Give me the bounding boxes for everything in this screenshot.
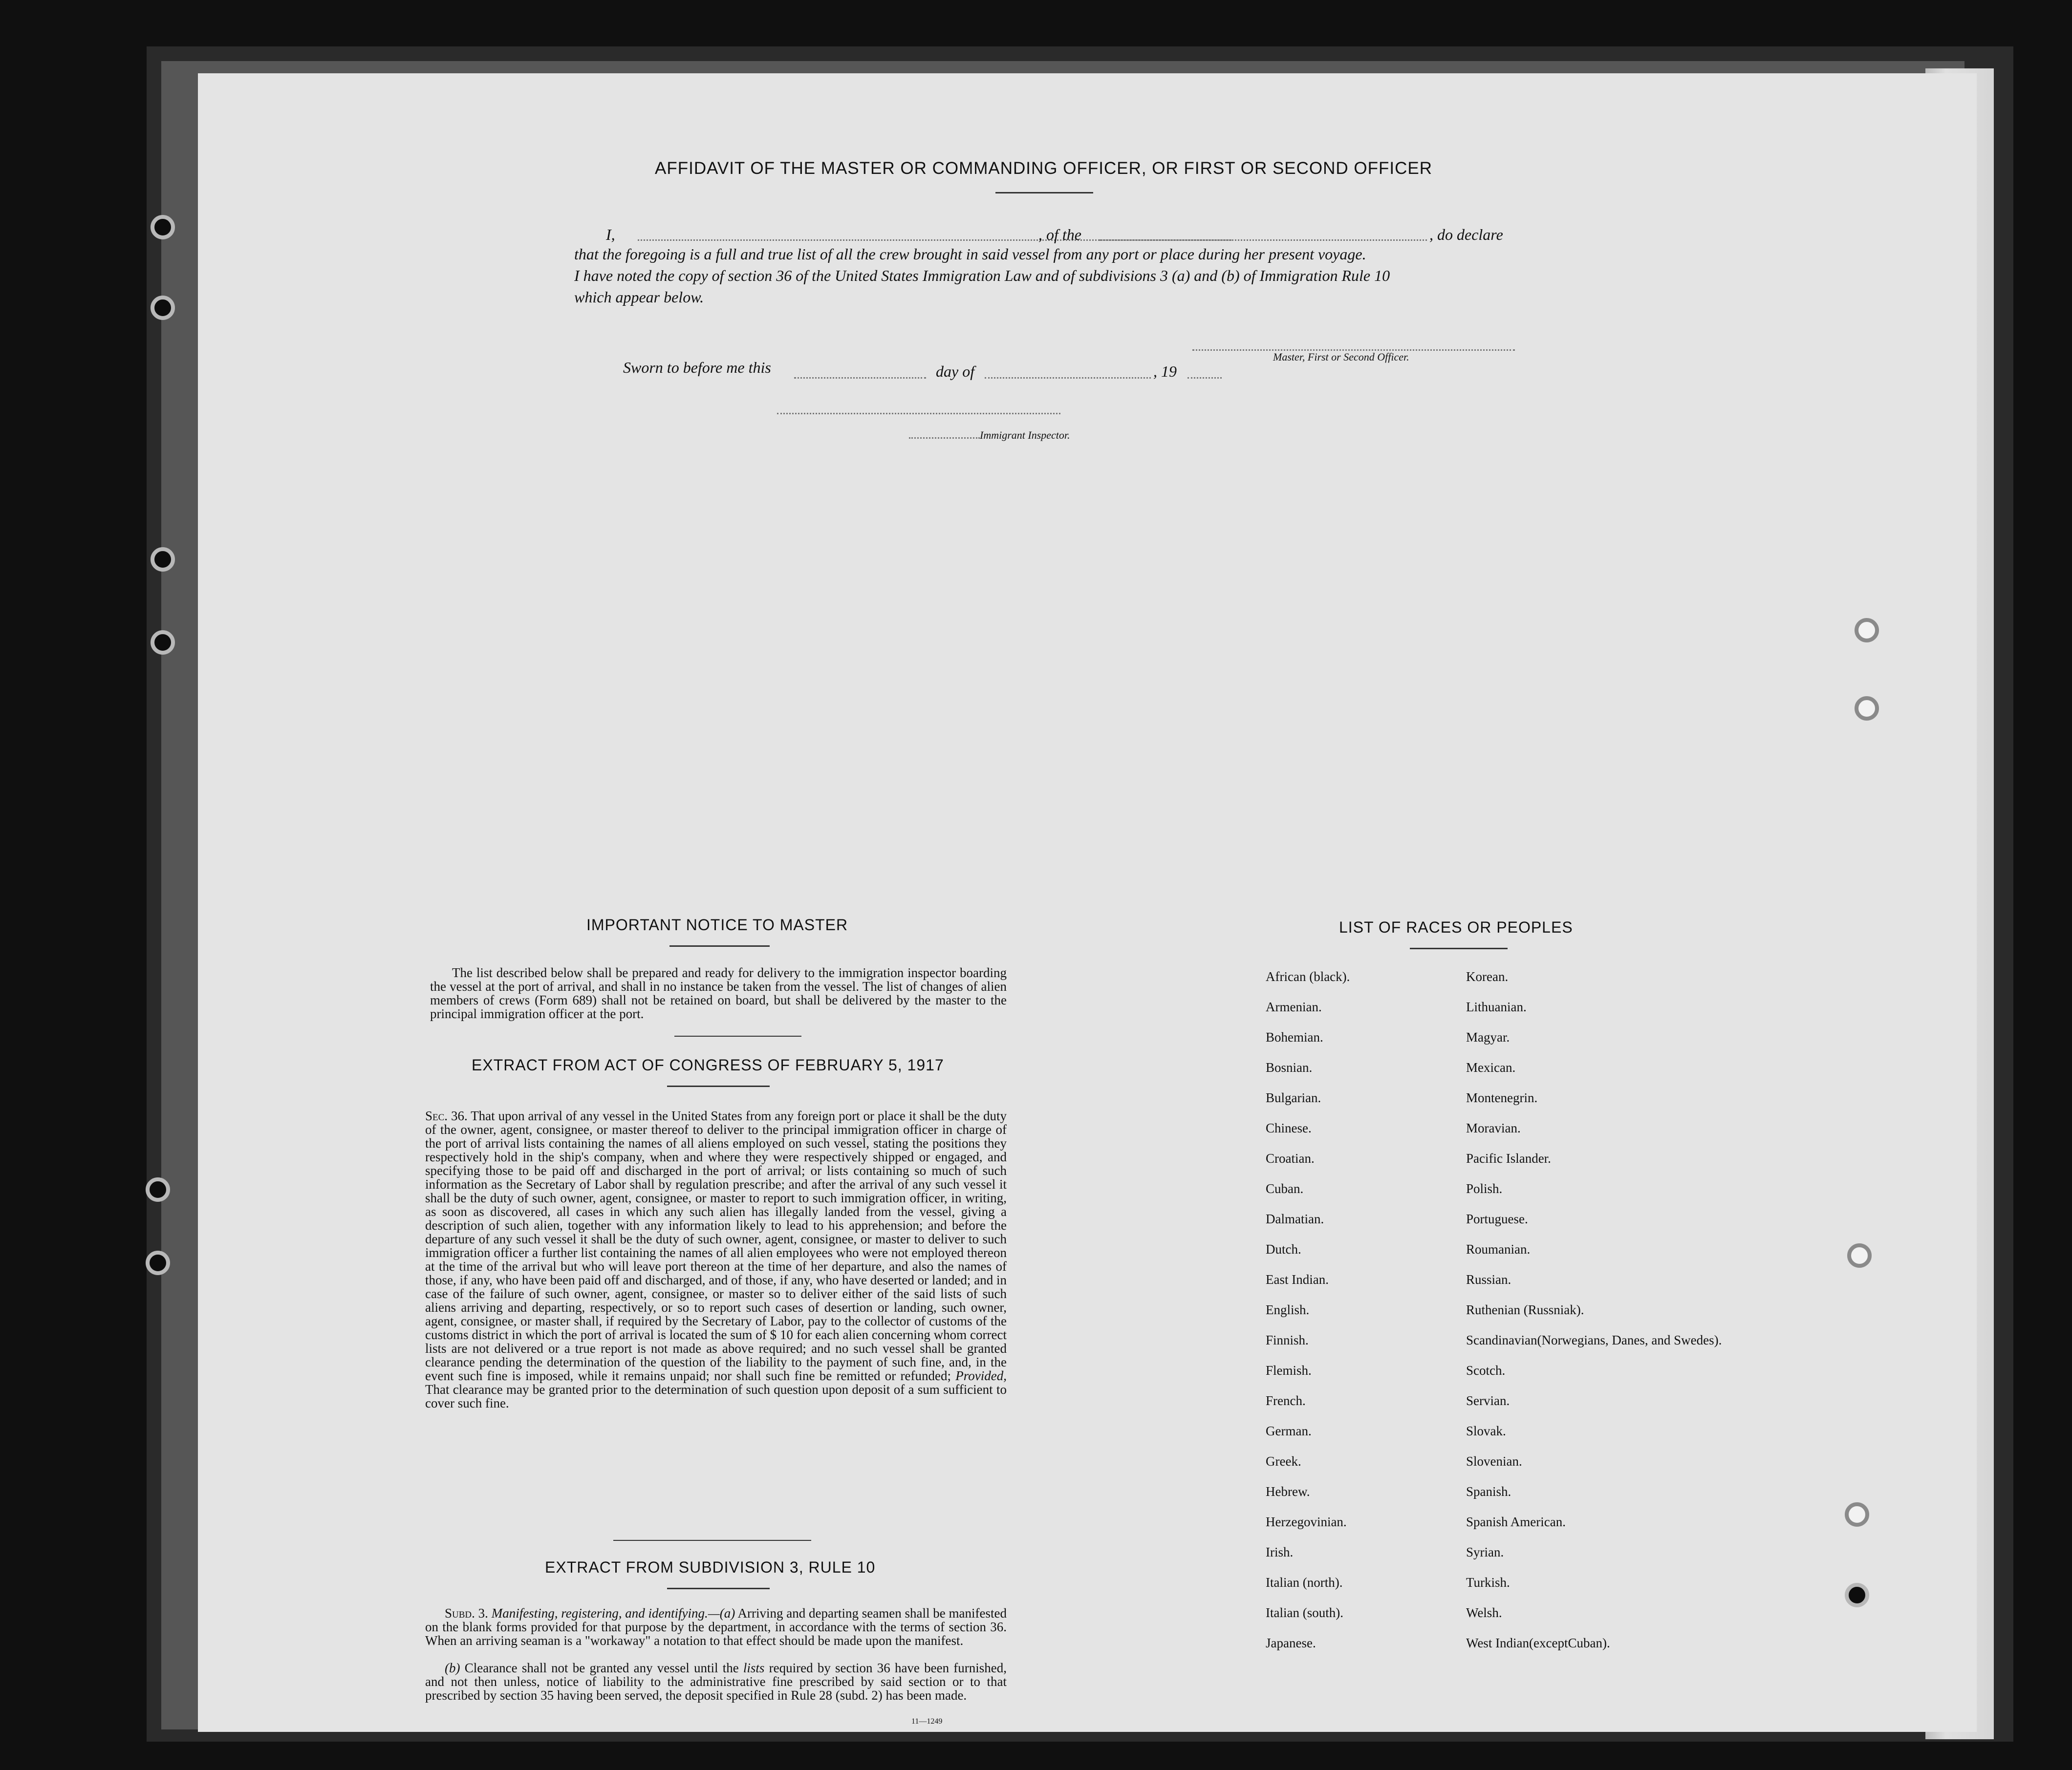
race-item: Moravian. <box>1466 1121 1521 1135</box>
race-item: Servian. <box>1466 1393 1510 1408</box>
race-item: Pacific Islander. <box>1466 1151 1551 1166</box>
affidavit-line3: I have noted the copy of section 36 of the United States Immigration Law and of subdivisions 3 (a) and (b) of Immigration Rule 10 <box>574 267 1390 284</box>
subdivision-title-underline <box>667 1588 770 1589</box>
race-item: Russian. <box>1466 1272 1511 1287</box>
race-item: Slovenian. <box>1466 1454 1522 1469</box>
race-item: French. <box>1266 1393 1306 1408</box>
affidavit-i: I, <box>606 226 615 243</box>
affidavit-line2: that the foregoing is a full and true list of all the crew brought in said vessel from any port or place during her present voyage. <box>574 245 1366 263</box>
race-item: English. <box>1266 1302 1310 1317</box>
act-text-part2: That clearance may be granted prior to the determination of such question upon deposit of a sum sufficient to cover such fine. <box>425 1382 1007 1410</box>
race-item: Bohemian. <box>1266 1030 1323 1045</box>
race-item: Magyar. <box>1466 1030 1510 1045</box>
binder-hole <box>151 296 175 320</box>
affidavit-of-the: , of the <box>1038 226 1081 243</box>
race-item: Italian (south). <box>1266 1605 1343 1620</box>
subdivision-lists: lists <box>743 1661 765 1675</box>
race-item: Welsh. <box>1466 1605 1502 1620</box>
race-item: Syrian. <box>1466 1545 1504 1559</box>
inspector-signature-blank[interactable] <box>777 413 1060 414</box>
race-item: Herzegovinian. <box>1266 1514 1347 1529</box>
races-title: LIST OF RACES OR PEOPLES <box>1339 918 1573 936</box>
act-text <box>425 1109 1007 1410</box>
affidavit-page <box>198 73 1977 1732</box>
sworn-year: , 19 <box>1153 363 1177 380</box>
inspector-signature-label: Immigrant Inspector. <box>980 429 1070 441</box>
race-item: Polish. <box>1466 1181 1503 1196</box>
affidavit-title: AFFIDAVIT OF THE MASTER OR COMMANDING OFFICER, OR FIRST OR SECOND OFFICER <box>655 159 1433 178</box>
race-item: Dalmatian. <box>1266 1212 1324 1226</box>
race-item: Portuguese. <box>1466 1212 1528 1226</box>
master-signature-label: Master, First or Second Officer. <box>1273 351 1409 363</box>
title-underline <box>995 192 1093 193</box>
binder-hole <box>1845 1502 1869 1527</box>
form-number: 11—1249 <box>911 1717 943 1726</box>
binder-hole <box>146 1177 170 1202</box>
act-provided: Provided, <box>955 1368 1007 1383</box>
inspector-signature-lead <box>909 437 980 439</box>
year-blank[interactable] <box>1187 377 1222 379</box>
affidavit-line4: which appear below. <box>574 288 704 306</box>
binder-hole <box>1855 696 1879 721</box>
race-item: German. <box>1266 1424 1312 1438</box>
binder-hole <box>151 215 175 239</box>
act-section-label: Sec. 36. <box>425 1109 468 1123</box>
notice-title-underline <box>669 945 770 947</box>
notice-text: The list described below shall be prepared and ready for delivery to the immigration inspector boarding the vessel at the port of arrival, and shall in no instance be taken from the vessel. The list of changes of alien members of crews (Form 689) shall not be retained on board, but shall be delivered by the master to the principal immigration officer at the port. <box>430 965 1007 1021</box>
race-item: Chinese. <box>1266 1121 1312 1135</box>
race-item: Greek. <box>1266 1454 1301 1469</box>
race-item: Dutch. <box>1266 1242 1301 1257</box>
day-blank[interactable] <box>794 377 926 379</box>
binder-hole <box>1855 618 1879 642</box>
race-item: East Indian. <box>1266 1272 1329 1287</box>
race-item: Armenian. <box>1266 1000 1322 1014</box>
race-item: Japanese. <box>1266 1636 1316 1650</box>
race-item: Italian (north). <box>1266 1575 1343 1590</box>
binder-hole <box>151 547 175 572</box>
sworn-text: Sworn to before me this <box>623 359 771 376</box>
act-title-underline <box>667 1086 770 1087</box>
race-item: Turkish. <box>1466 1575 1510 1590</box>
binder-hole <box>1845 1583 1869 1607</box>
binder-hole <box>1847 1243 1872 1268</box>
race-item: Mexican. <box>1466 1060 1516 1075</box>
subdivision-title: EXTRACT FROM SUBDIVISION 3, RULE 10 <box>545 1558 876 1576</box>
notice-title: IMPORTANT NOTICE TO MASTER <box>586 916 848 934</box>
race-item: Montenegrin. <box>1466 1090 1538 1105</box>
race-item: African (black). <box>1266 969 1350 984</box>
subdivision-para-a-text: Arriving and departing seamen shall be manifested on the blank forms provided for that purpose by the department, in accordance with the terms of section 36. When an arriving seaman is a "workaway" a notation to that effect should be made upon the manifest. <box>425 1606 1007 1648</box>
race-item: Finnish. <box>1266 1333 1309 1347</box>
race-item: Scandinavian(Norwegians, Danes, and Swedes). <box>1466 1333 1722 1347</box>
race-item: Bosnian. <box>1266 1060 1313 1075</box>
race-item: Scotch. <box>1466 1363 1506 1378</box>
subdivision-para-b-part2: required by section 36 have been furnished, and not then unless, notice of liability to the administrative fine prescribed by said section or to that prescribed by section 35 having been served, the deposit specified in Rule 28 (subd. 2) has been made. <box>425 1661 1007 1703</box>
vessel-blank[interactable] <box>1100 239 1427 241</box>
binder-hole <box>151 630 175 655</box>
races-column-right <box>1466 961 1722 1658</box>
act-separator <box>613 1540 811 1541</box>
binder-hole <box>146 1251 170 1275</box>
subdivision-para-b-part1: Clearance shall not be granted any vessel until the <box>464 1661 739 1675</box>
race-item: Spanish American. <box>1466 1514 1566 1529</box>
races-title-underline <box>1410 948 1508 949</box>
race-item: Irish. <box>1266 1545 1294 1559</box>
race-item: Ruthenian (Russniak). <box>1466 1302 1584 1317</box>
race-item: Flemish. <box>1266 1363 1312 1378</box>
subdivision-label: Subd. 3. <box>445 1606 488 1621</box>
race-item: Croatian. <box>1266 1151 1315 1166</box>
subdivision-heading: Manifesting, registering, and identifying.—(a) <box>491 1606 735 1621</box>
race-item: Cuban. <box>1266 1181 1304 1196</box>
act-text-part1: That upon arrival of any vessel in the United States from any foreign port or place it shall be the duty of the owner, agent, consignee, or master thereof to deliver to the principal immigration officer in charge of the port of arrival lists containing the names of all aliens employed on such vessel, stating the positions they respectively hold in the ship's company, when and where they were respectively shipped or engaged, and specifying those to be paid off and discharged in the port of arrival; or lists containing so much of such information as the Secretary of Labor shall by regulation prescribe; and after the arrival of any such vessel it shall be the duty of such owner, agent, consignee, or master to report to such immigration officer, in writing, as soon as discovered, all cases in which any such alien has illegally landed from the vessel, giving a description of such alien, together with any information likely to lead to his apprehension; and before the departure of any such vessel it shall be the duty of such owner, agent, consignee, or master to deliver to such immigration officer a further list containing the names of all alien employees who were not employed thereon at the time of the arrival but who will leave port thereon at the time of her departure, and also the names of those, if any, who have been paid off and discharged, and of those, if any, who have deserted or landed; and in case of the failure of such owner, agent, consignee, or master so to deliver either of the said lists of such aliens arriving and departing, respectively, or so to report such cases of desertion or landing, such owner, agent, consignee, or master shall, if required by the Secretary of Labor, pay to the collector of customs of the customs district in which the port of arrival is located the sum of $ 10 for each alien concerning whom correct lists are not delivered or a true report is not made as above required; and no such vessel shall be granted clearance pending the determination of the question of the liability to the payment of such fine, and, in the event such fine is imposed, while it remains unpaid; nor shall such fine be remitted or refunded; <box>425 1109 1007 1383</box>
subdivision-para-a <box>425 1606 1007 1647</box>
act-title: EXTRACT FROM ACT OF CONGRESS OF FEBRUARY 5, 1917 <box>472 1056 944 1074</box>
race-item: Slovak. <box>1466 1424 1506 1438</box>
race-item: Roumanian. <box>1466 1242 1531 1257</box>
race-item: Lithuanian. <box>1466 1000 1527 1014</box>
subdivision-b-label: (b) <box>445 1661 460 1675</box>
subdivision-para-b <box>425 1661 1007 1702</box>
race-item: Korean. <box>1466 969 1509 984</box>
races-column-left <box>1266 961 1350 1658</box>
race-item: Spanish. <box>1466 1484 1511 1499</box>
race-item: Bulgarian. <box>1266 1090 1321 1105</box>
race-item: Hebrew. <box>1266 1484 1310 1499</box>
sworn-day-of: day of <box>936 363 975 380</box>
race-item: West Indian(exceptCuban). <box>1466 1636 1610 1650</box>
month-blank[interactable] <box>985 377 1151 379</box>
notice-separator <box>674 1036 801 1037</box>
affidavit-do-declare: , do declare <box>1429 226 1503 243</box>
